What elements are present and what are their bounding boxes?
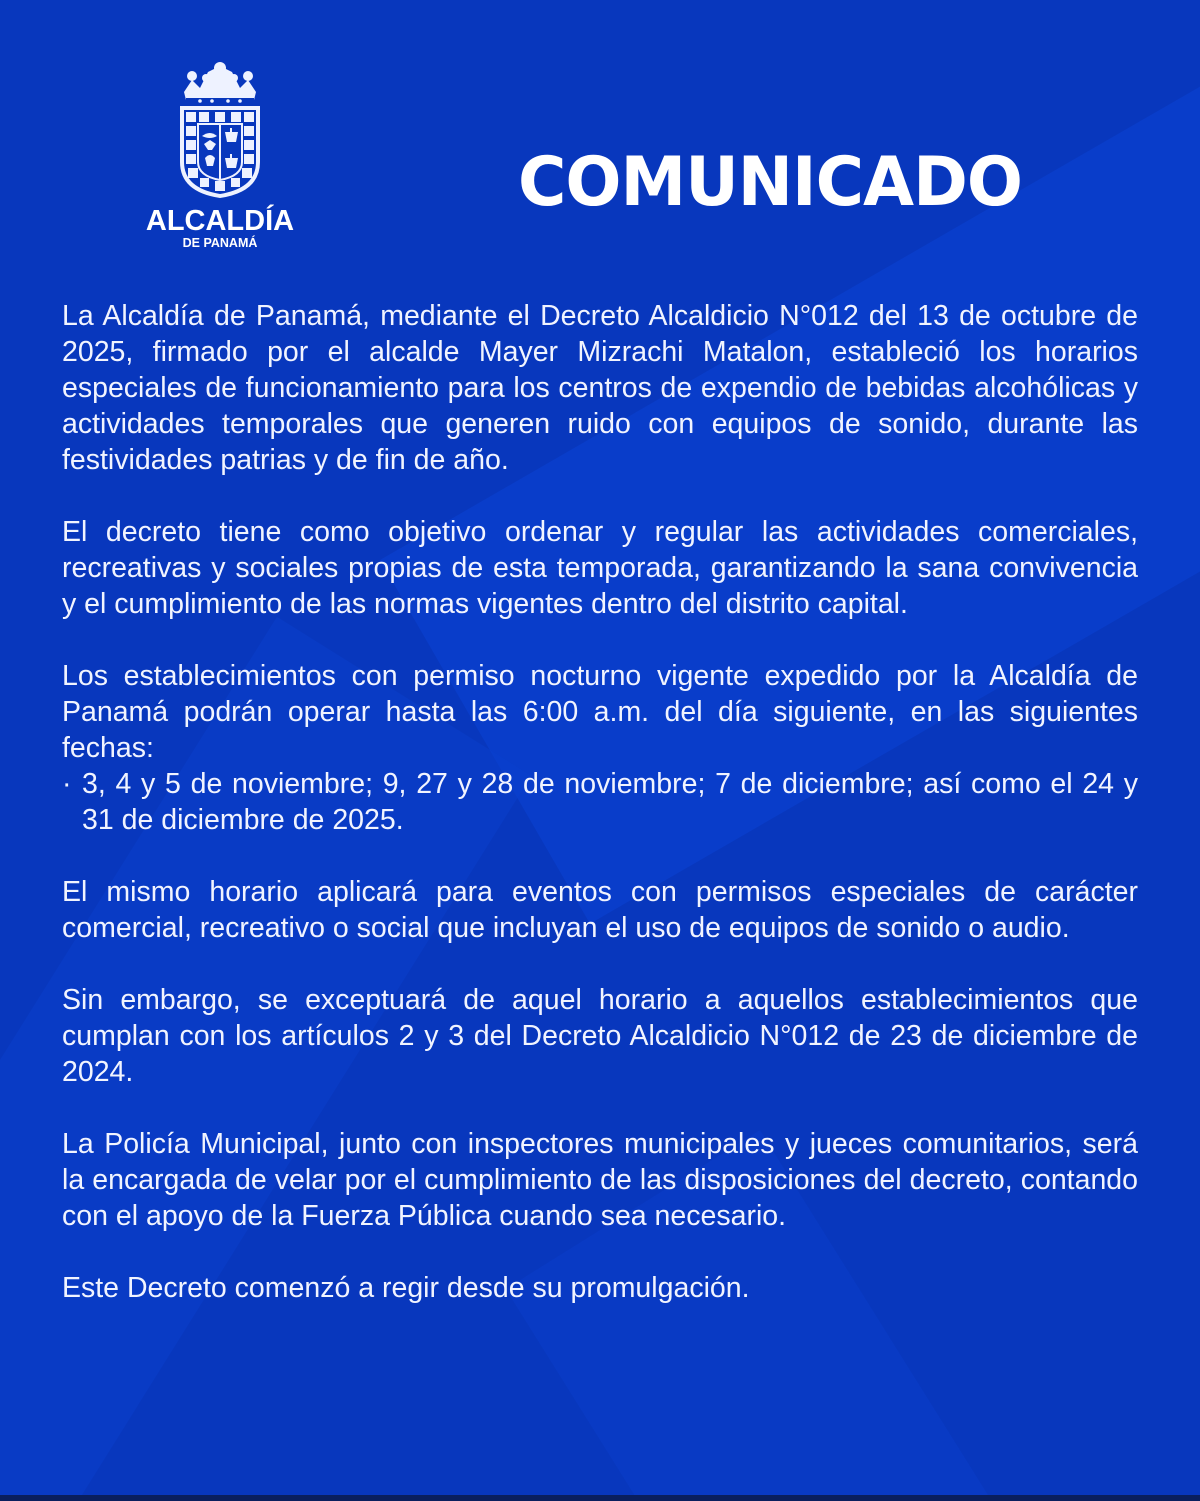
dates-list	[62, 766, 1138, 838]
list-item	[62, 766, 1138, 838]
paragraph-events: El mismo horario aplicará para eventos con permisos especiales de carácter comercial, recreativo o social que incluyan el uso de equipos de sonido o audio.	[62, 876, 1138, 944]
communique-body	[62, 298, 1138, 1342]
coat-of-arms-icon	[170, 62, 270, 202]
paragraph-exception: Sin embargo, se exceptuará de aquel horario a aquellos establecimientos que cumplan con los artículos 2 y 3 del Decreto Alcaldicio N°012 de 23 de diciembre de 2024.	[62, 984, 1138, 1088]
logo-name: ALCALDÍA	[145, 205, 295, 237]
schedule-text: Los establecimientos con permiso nocturno vigente expedido por la Alcaldía de Panamá podrán operar hasta las 6:00 a.m. del día siguiente, en las siguientes fechas:	[62, 660, 1138, 764]
paragraph-intro: La Alcaldía de Panamá, mediante el Decreto Alcaldicio N°012 del 13 de octubre de 2025, firmado por el alcalde Mayer Mizrachi Matalon, estableció los horarios especiales de funcionamiento para los centros de expendio de bebidas alcohólicas y actividades temporales que generen ruido con equipos de sonido, durante las festividades patrias y de fin de año.	[62, 300, 1138, 476]
bottom-strip	[0, 1495, 1200, 1501]
page-title: COMUNICADO	[518, 143, 1023, 222]
alcaldia-logo	[140, 62, 300, 257]
paragraph-schedule	[62, 658, 1138, 838]
bullet-icon: ·	[62, 768, 72, 800]
paragraph-effective: Este Decreto comenzó a regir desde su promulgación.	[62, 1272, 750, 1304]
header	[0, 0, 1200, 280]
paragraph-objective: El decreto tiene como objetivo ordenar y regular las actividades comerciales, recreativas y sociales propias de esta temporada, garantizando la sana convivencia y el cumplimiento de las normas vigentes dentro del distrito capital.	[62, 516, 1138, 620]
logo-subtitle: DE PANAMÁ	[182, 236, 258, 250]
paragraph-enforcement: La Policía Municipal, junto con inspectores municipales y jueces comunitarios, será la encargada de velar por el cumplimiento de las disposiciones del decreto, contando con el apoyo de la Fuerza Pública cuando sea necesario.	[62, 1128, 1138, 1232]
dates-text: 3, 4 y 5 de noviembre; 9, 27 y 28 de noviembre; 7 de diciembre; así como el 24 y 31 de diciembre de 2025.	[82, 768, 1138, 836]
